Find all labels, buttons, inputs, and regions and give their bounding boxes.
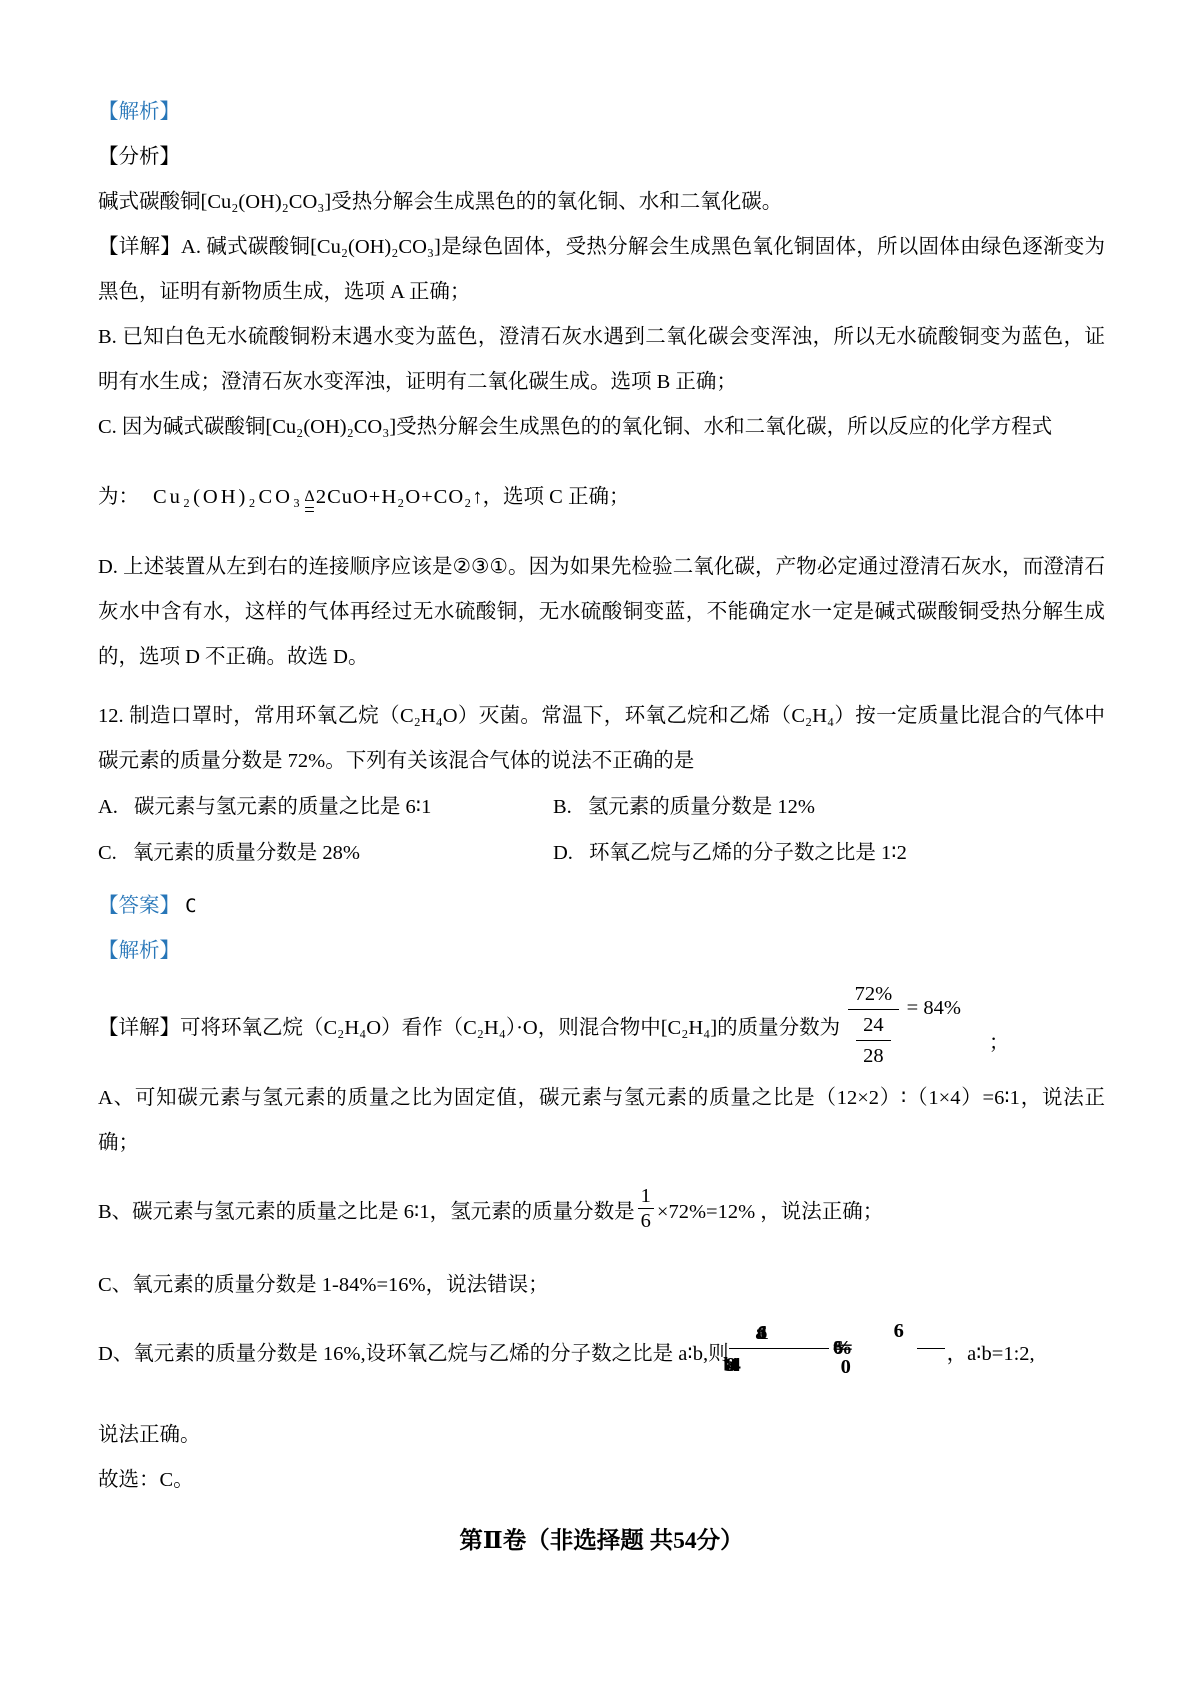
section-2-title: 第Ⅱ卷（非选择题 共54分） — [459, 1528, 744, 1554]
equation-reactant: Cu₂(OH)₂CO₃ — [153, 486, 304, 508]
option-a-text: 碳元素与氢元素的质量之比是 6∶1 — [133, 796, 432, 818]
fraction-numerator: 72% — [848, 979, 900, 1010]
chemical-equation-line — [98, 450, 1105, 545]
option-d-text: 环氧乙烷与乙烯的分子数之比是 1∶2 — [588, 842, 907, 864]
options-row-1 — [98, 784, 1105, 830]
fenxi-header: 【分析】 — [98, 146, 180, 168]
option-b — [553, 784, 1105, 830]
option-d — [553, 830, 1105, 876]
equation-prefix: 为： — [98, 486, 139, 508]
option-a — [98, 784, 553, 830]
conclusion-line: 说法正确。 — [98, 1424, 201, 1446]
detail-option-a: 【详解】A. 碱式碳酸铜[Cu₂(OH)₂CO₃]是绿色固体，受热分解会生成黑色氧化铜固体，所以固体由绿色逐渐变为黑色，证明有新物质生成，选项 A 正确； — [98, 236, 1105, 303]
option-c-text: 氧元素的质量分数是 28% — [132, 842, 361, 864]
nested-fraction — [846, 979, 901, 1071]
detail-option-d: D. 上述装置从左到右的连接顺序应该是②③①。因为如果先检验二氧化碳，产物必定通过澄清石灰水，而澄清石灰水中含有水，这样的气体再经过无水硫酸铜，无水硫酸铜变蓝，不能确定水一定是碱式碳酸铜受热分解生成的，选项 D 不正确。故选 D。 — [98, 556, 1105, 668]
fraction-inner-numerator: 24 — [856, 1010, 891, 1041]
fraction-inner-denominator: 28 — [863, 1045, 884, 1067]
answer-label: 【答案】 — [98, 895, 180, 917]
jiexi-header-q12: 【解析】 — [98, 940, 180, 962]
option-b-text: 氢元素的质量分数是 12% — [587, 796, 816, 818]
line-b-suffix: ×72%=12% ，说法正确； — [656, 1200, 884, 1223]
corrupted-formula: =6%= 0 6 — [729, 1317, 947, 1385]
line-d-prefix: D、氧元素的质量分数是 16%,设环氧乙烷与乙烯的分子数之比是 a∶b,则 — [98, 1342, 729, 1365]
option-a-label: A. — [98, 796, 118, 818]
explain-line-c: C、氧元素的质量分数是 1-84%=16%，说法错误； — [98, 1274, 549, 1296]
option-d-label: D. — [553, 842, 573, 864]
heated-equals-symbol: Δ = — [304, 488, 315, 521]
analysis-paragraph: 碱式碳酸铜[Cu₂(OH)₂CO₃]受热分解会生成黑色的的氧化铜、水和二氧化碳。 — [98, 191, 783, 213]
choose-line: 故选：C。 — [98, 1469, 194, 1491]
gas-up-arrow-icon: ↑ — [472, 486, 483, 508]
fraction-bar — [729, 1348, 829, 1349]
explain-line-b — [98, 1166, 1105, 1251]
answer-value: C — [185, 895, 197, 917]
jiexi-header-q11: 【解析】 — [98, 101, 180, 123]
answer-line — [98, 884, 1105, 929]
detail-intro-text: 【详解】可将环氧乙烷（C₂H₄O）看作（C₂H₄）·O，则混合物中[C₂H₄]的质量分数为 — [98, 1017, 841, 1039]
question-12-stem: 12. 制造口罩时，常用环氧乙烷（C₂H₄O）灭菌。常温下，环氧乙烷和乙烯（C₂H₄）按一定质量比混合的气体中碳元素的质量分数是 72%。下列有关该混合气体的说法不正确的是 — [98, 705, 1105, 772]
equation-products: 2CuO+H₂O+CO₂ — [315, 486, 473, 508]
explain-line-d — [98, 1308, 1105, 1393]
detail-option-b: B. 已知白色无水硫酸铜粉末遇水变为蓝色，澄清石灰水遇到二氧化碳会变浑浊，所以无水硫酸铜变为蓝色，证明有水生成；澄清石灰水变浑浊，证明有二氧化碳生成。选项 B 正确； — [98, 326, 1105, 393]
delta-icon: Δ — [304, 488, 315, 505]
option-c — [98, 830, 553, 876]
fraction-tail: ； — [988, 1032, 1010, 1054]
equation-suffix: ，选项 C 正确； — [482, 486, 630, 508]
explain-line-a: A、可知碳元素与氢元素的质量之比为固定值，碳元素与氢元素的质量之比是（12×2）∶（1×4）=6∶1，说法正确； — [98, 1087, 1105, 1154]
short-fraction-bar — [917, 1348, 945, 1349]
detail-option-c: C. 因为碱式碳酸铜[Cu₂(OH)₂CO₃]受热分解会生成黑色的的氧化铜、水和二氧化碳，所以反应的化学方程式 — [98, 416, 1053, 438]
line-b-prefix: B、碳元素与氢元素的质量之比是 6∶1，氢元素的质量分数是 — [98, 1200, 635, 1223]
fraction-result: = 84% — [906, 996, 961, 1019]
option-b-label: B. — [553, 796, 572, 818]
detail-intro-line — [98, 974, 1105, 1076]
option-c-label: C. — [98, 842, 117, 864]
options-row-2 — [98, 830, 1105, 876]
line-d-suffix: ，a∶b=1:2, — [946, 1342, 1035, 1365]
fraction-one-sixth: $\frac{1}{6}$ — [638, 1184, 654, 1233]
